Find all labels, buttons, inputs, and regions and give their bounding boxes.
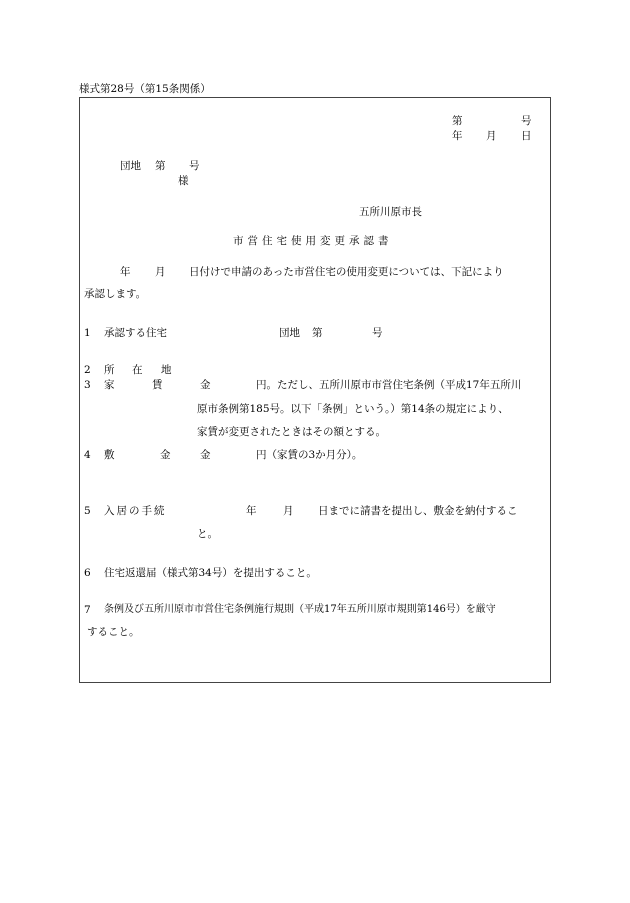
item2-label-part2: 在	[132, 364, 143, 376]
header-go-label: 号	[521, 115, 532, 127]
item3-line2: 原市条例第185号。以下「条例」という。）第14条の規定により、	[197, 403, 509, 415]
addressee-go-label: 号	[189, 160, 200, 172]
item5-number: 5	[84, 505, 91, 517]
form-number: 様式第28号（第15条関係）	[79, 83, 211, 95]
intro-month-label: 月	[155, 266, 166, 278]
item2-label-part1: 所	[104, 364, 115, 376]
item1-number: 1	[84, 327, 91, 339]
item4-label-part1: 敷	[104, 449, 115, 461]
intro-year-label: 年	[120, 266, 131, 278]
item1-dai-label: 第	[312, 327, 323, 339]
item4-number: 4	[84, 449, 91, 461]
item7-line2: すること。	[87, 626, 140, 638]
header-day-label: 日	[521, 130, 532, 142]
item7-line1: 条例及び五所川原市市営住宅条例施行規則（平成17年五所川原市規則第146号）を厳守	[104, 604, 496, 615]
item6-text: 住宅返還届（様式第34号）を提出すること。	[104, 567, 317, 579]
item4-label-part2: 金	[160, 449, 171, 461]
header-dai-label: 第	[452, 115, 463, 127]
header-year-label: 年	[452, 130, 463, 142]
item5-line2: と。	[197, 528, 218, 540]
item1-danchi-label: 団地	[279, 327, 300, 339]
item5-year-label: 年	[246, 505, 257, 517]
addressee-dai-label: 第	[155, 160, 166, 172]
item7-number: 7	[84, 604, 91, 616]
addressee-sama-label: 様	[178, 175, 189, 187]
addressee-danchi-label: 団地	[120, 160, 141, 172]
item3-label-part3: 金	[200, 379, 211, 391]
item1-label: 承認する住宅	[104, 327, 167, 339]
intro-line2: 承認します。	[84, 288, 147, 300]
item4-text: 円（家賃の3か月分）。	[256, 449, 363, 461]
item3-line1: 円。ただし、五所川原市市営住宅条例（平成17年五所川	[256, 379, 522, 391]
item2-label-part3: 地	[161, 364, 172, 376]
item5-line1: 日までに請書を提出し、敷金を納付するこ	[318, 505, 518, 517]
item5-label: 入居の手続	[104, 505, 167, 517]
intro-line1: 日付けで申請のあった市営住宅の使用変更については、下記により	[189, 266, 504, 278]
item6-number: 6	[84, 567, 91, 579]
item3-line3: 家賃が変更されたときはその額とする。	[197, 426, 386, 438]
item3-number: 3	[84, 379, 91, 391]
issuer-name: 五所川原市長	[359, 206, 422, 218]
document-title: 市営住宅使用変更承認書	[233, 235, 393, 247]
header-month-label: 月	[486, 130, 497, 142]
item5-month-label: 月	[283, 505, 294, 517]
item2-number: 2	[84, 364, 91, 376]
item4-label-part3: 金	[200, 449, 211, 461]
item1-go-label: 号	[372, 327, 383, 339]
item3-label-part2: 賃	[152, 379, 163, 391]
item3-label-part1: 家	[104, 379, 115, 391]
